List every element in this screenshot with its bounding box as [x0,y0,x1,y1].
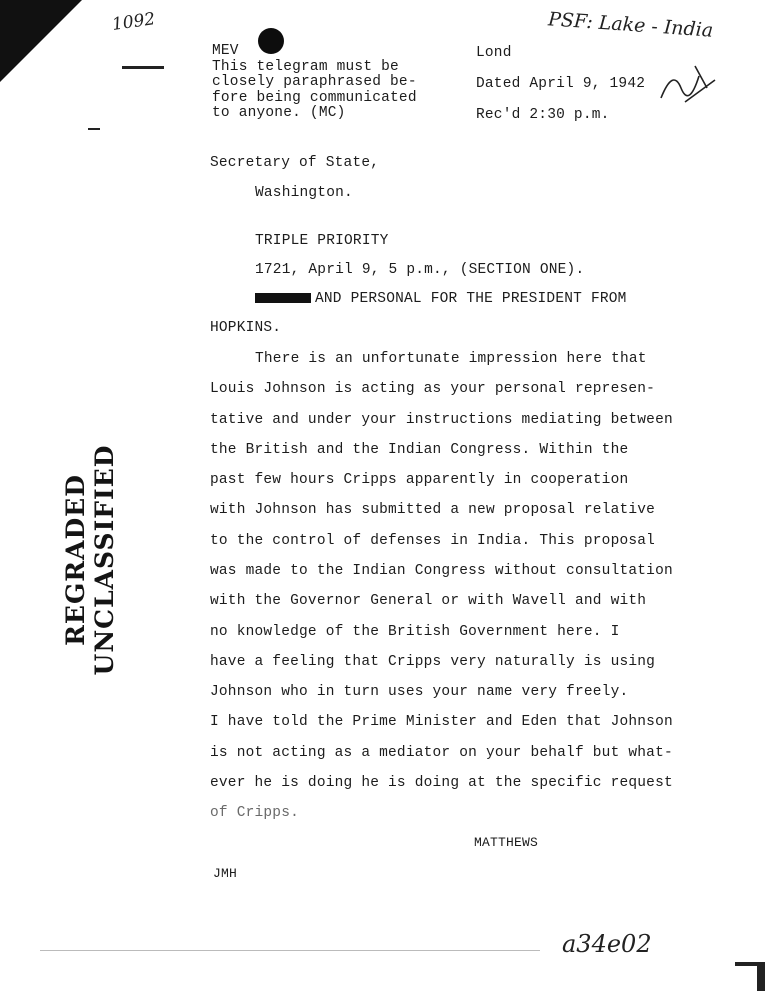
body-line: with the Governor General or with Wavell and with [210,593,647,609]
body-line: of Cripps. [210,805,300,821]
body-line: with Johnson has submitted a new proposal relative [210,502,656,518]
paraphrase-note-line: fore being communicated [212,89,417,106]
dark-corner [0,0,82,82]
paraphrase-note-line: closely paraphrased be- [212,74,417,90]
dated-line: Dated April 9, 1942 [476,76,646,92]
reference-line: 1721, April 9, 5 p.m., (SECTION ONE). [255,262,585,278]
body-line: Louis Johnson is acting as your personal represen- [210,381,656,397]
body-line: ever he is doing he is doing at the specific request [210,775,673,791]
body-line: tative and under your instructions mediating between [210,412,673,428]
paraphrase-note-line: to anyone. (MC) [212,105,346,121]
typist-initials: JMH [213,866,238,881]
corner-mark [757,962,765,991]
body-line: past few hours Cripps apparently in cooperation [210,472,629,488]
body-line: no knowledge of the British Government here. I [210,624,620,640]
handwritten-numeral: 1092 [110,9,157,35]
margin-mark [88,128,100,130]
body-line: to the control of defenses in India. This proposal [210,533,656,549]
personal-line [255,291,627,307]
header-initials: MEV [212,43,239,59]
redaction-bar [255,293,311,303]
body-line: the British and the Indian Congress. Within the [210,442,629,458]
address-city: Washington. [255,185,353,201]
bottom-rule [40,950,540,951]
regraded-stamp [61,445,119,676]
paraphrase-note-line: This telegram must be [212,58,399,75]
stamp-line-regraded: REGRADED [61,474,90,646]
body-line: Johnson who in turn uses your name very freely. [210,684,629,700]
header-left-block [212,44,417,122]
personal-line-text: AND PERSONAL FOR THE PRESIDENT FROM [315,291,627,307]
from-line: HOPKINS. [210,320,282,336]
body-line: There is an unfortunate impression here that [255,351,647,367]
body-line: have a feeling that Cripps very naturally is using [210,654,656,670]
origin-city: Lond [476,45,512,61]
handwritten-file-note: PSF: Lake - India [547,8,714,42]
stamp-line-unclassified: UNCLASSIFIED [90,444,119,676]
addressee: Secretary of State, [210,155,380,171]
body-line: was made to the Indian Congress without consultation [210,563,673,579]
body-line: I have told the Prime Minister and Eden that Johnson [210,714,673,730]
margin-mark [122,66,164,69]
body-line: is not acting as a mediator on your behalf but what- [210,745,673,761]
handwritten-archive-code: a34e02 [562,930,652,958]
received-line: Rec'd 2:30 p.m. [476,107,610,123]
signature: MATTHEWS [474,835,539,850]
handwritten-scribble-icon [655,58,725,108]
priority-line: TRIPLE PRIORITY [255,233,389,249]
